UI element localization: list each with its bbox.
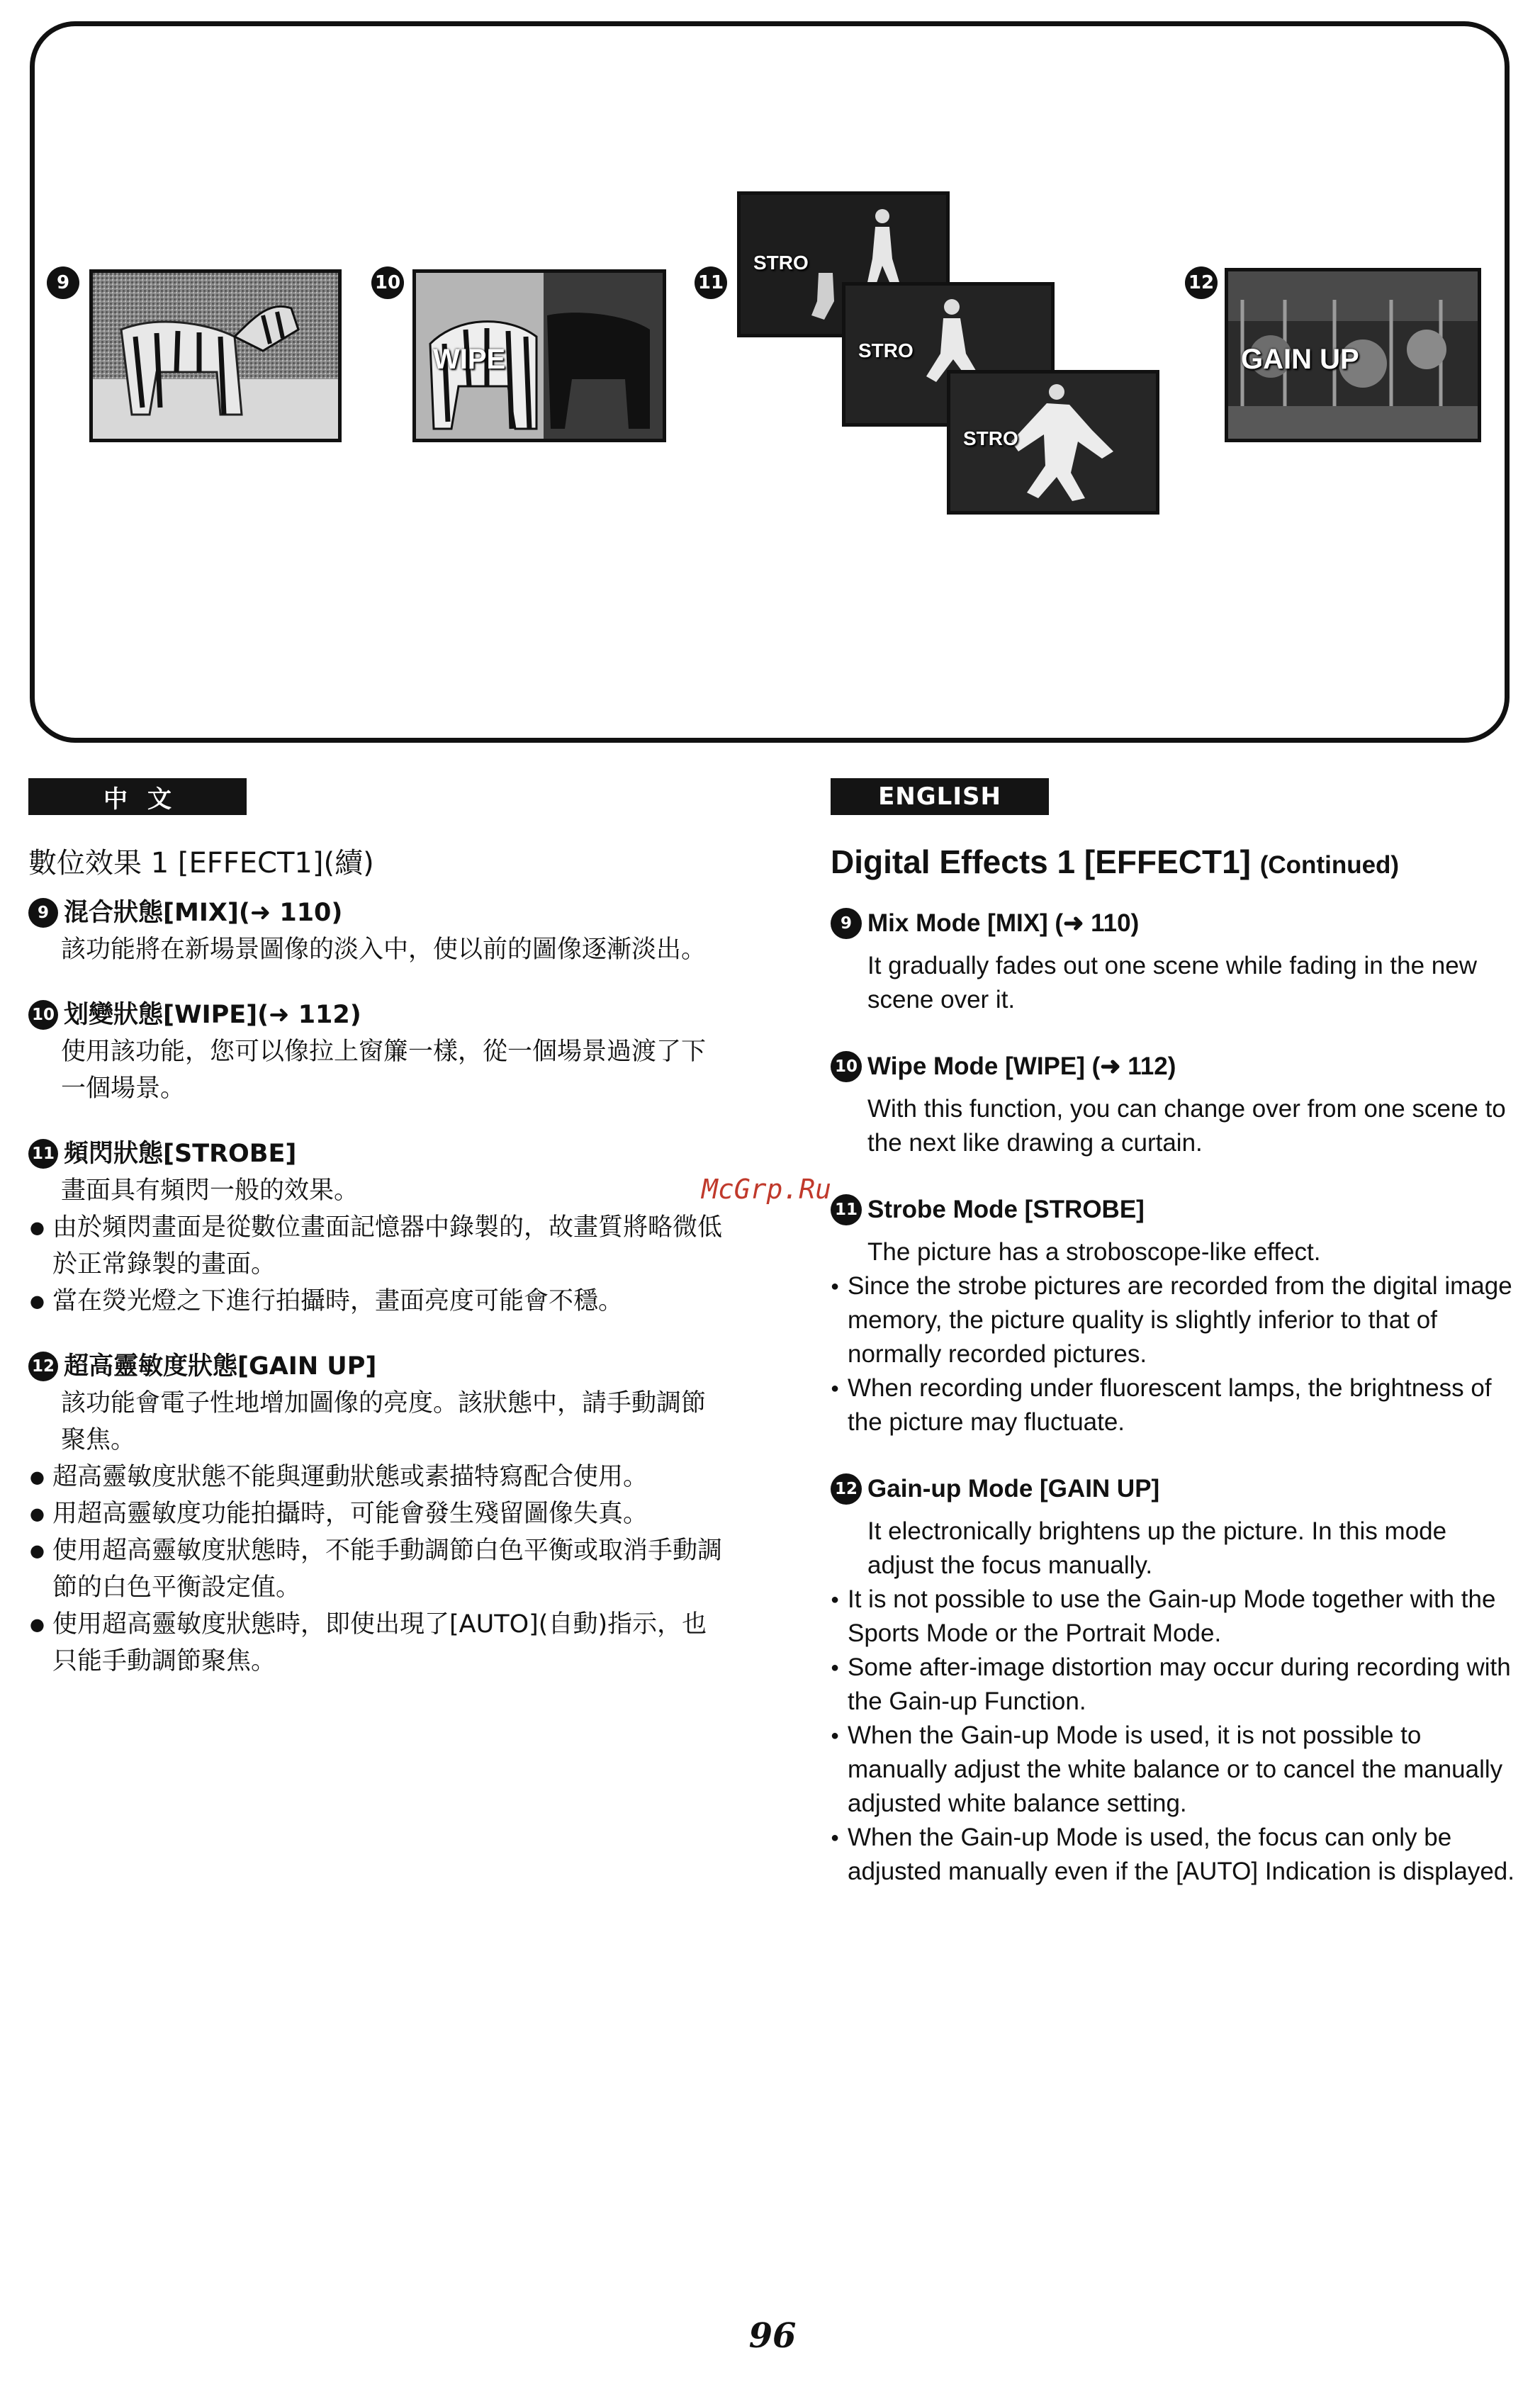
chinese-page-title: 數位效果 1 [EFFECT1](續) [28,847,374,880]
english-column [831,842,1518,1921]
en-strobe-heading: Strobe Mode [STROBE] [867,1196,1145,1223]
zh-mix-desc: 該功能將在新場景圖像的淡入中，使以前的圖像逐漸淡出。 [61,936,707,964]
zh-gain-up-bullet: ● 使用超高靈敏度狀態時，不能手動調節白色平衡或取消手動調節的白色平衡設定值。 [28,1532,723,1606]
wipe-mode-photo [412,269,666,442]
en-strobe-bullet: ● Since the strobe pictures are recorded from the digital image memory, the picture quality is slightly inferior to that of normally recorded pictures. [831,1269,1518,1371]
number-12-icon: 12 [28,1352,58,1381]
zh-gain-up-desc: 該功能會電子性地增加圖像的亮度。該狀態中，請手動調節聚焦。 [61,1389,707,1454]
zh-gain-up-bullet: ● 使用超高靈敏度狀態時，即使出現了[AUTO](自動)指示，也只能手動調節聚焦。 [28,1606,723,1680]
marker-9: 9 [47,266,79,299]
zh-gain-up-bullet: ● 用超高靈敏度功能拍攝時，可能會發生殘留圖像失真。 [28,1495,723,1532]
zebra-scene-image [93,273,338,439]
strobe-photo-3 [947,370,1159,515]
mix-mode-photo [89,269,342,442]
en-wipe-desc: With this function, you can change over from one scene to the next like drawing a curtain. [867,1095,1506,1157]
zh-mix-heading: 混合狀態[MIX](➜ 110) [64,899,343,927]
en-strobe-desc: The picture has a stroboscope-like effect. [867,1238,1321,1266]
chinese-section-tag: 中文 [28,778,247,815]
en-gain-up-bullet: ● When the Gain-up Mode is used, the focus can only be adjusted manually even if the [AUTO] Indication is displayed. [831,1821,1518,1889]
number-9-icon: 9 [28,898,58,928]
number-11-icon: 11 [831,1194,862,1225]
english-page-title [831,842,1518,885]
site-watermark: McGrp.Ru [702,1174,832,1205]
en-section-mix [831,906,1518,1017]
en-gain-up-desc: It electronically brightens up the picture. In this mode adjust the focus manually. [867,1517,1447,1579]
zh-section-strobe [28,1135,723,1320]
english-section-tag: ENGLISH [831,778,1049,815]
en-strobe-bullet: ● When recording under fluorescent lamps, the brightness of the picture may fluctuate. [831,1371,1518,1439]
zh-strobe-bullet: ● 當在熒光燈之下進行拍攝時，畫面亮度可能會不穩。 [28,1283,723,1320]
en-section-strobe [831,1193,1518,1439]
page-number: 96 [748,2316,797,2356]
en-wipe-heading: Wipe Mode [WIPE] (➜ 112) [867,1052,1176,1080]
marker-12: 12 [1185,266,1218,299]
chinese-column [28,842,723,1708]
en-gain-up-bullet: ● When the Gain-up Mode is used, it is not possible to manually adjust the white balance or to cancel the manually adjusted white balance setting. [831,1719,1518,1821]
strobe-caption-3: STRO [963,427,1018,449]
wipe-caption: WIPE [433,344,506,375]
zh-section-mix [28,894,723,968]
zh-strobe-heading: 頻閃狀態[STROBE] [64,1140,297,1168]
strobe-caption-1: STRO [753,252,809,274]
zh-wipe-heading: 划變狀態[WIPE](➜ 112) [64,1001,361,1029]
english-title-text: Digital Effects 1 [EFFECT1] [831,843,1251,880]
zh-gain-up-heading: 超高靈敏度狀態[GAIN UP] [64,1352,377,1381]
en-gain-up-bullet: ● Some after-image distortion may occur during recording with the Gain-up Function. [831,1651,1518,1719]
number-10-icon: 10 [831,1051,862,1082]
zh-section-gain-up [28,1348,723,1680]
number-12-icon: 12 [831,1473,862,1505]
marker-11: 11 [695,266,727,299]
number-9-icon: 9 [831,908,862,939]
zh-strobe-desc: 畫面具有頻閃一般的效果。 [61,1176,359,1205]
en-section-gain-up [831,1472,1518,1889]
number-11-icon: 11 [28,1139,58,1169]
english-title-suffix: (Continued) [1259,851,1400,879]
marker-10: 10 [371,266,404,299]
en-gain-up-heading: Gain-up Mode [GAIN UP] [867,1475,1160,1503]
en-section-wipe [831,1050,1518,1160]
zh-section-wipe [28,996,723,1107]
zh-gain-up-bullet: ● 超高靈敏度狀態不能與運動狀態或素描特寫配合使用。 [28,1459,723,1495]
en-mix-desc: It gradually fades out one scene while fading in the new scene over it. [867,952,1478,1013]
strobe-caption-2: STRO [858,339,914,361]
en-gain-up-bullet: ● It is not possible to use the Gain-up Mode together with the Sports Mode or the Portrait Mode. [831,1583,1518,1651]
gain-up-mode-photo [1225,268,1481,442]
gain-up-caption: GAIN UP [1241,344,1359,375]
number-10-icon: 10 [28,1000,58,1030]
zh-strobe-bullet: ● 由於頻閃畫面是從數位畫面記憶器中錄製的，故畫質將略微低於正常錄製的畫面。 [28,1209,723,1283]
zh-wipe-desc: 使用該功能，您可以像拉上窗簾一樣，從一個場景過渡了下一個場景。 [61,1038,707,1103]
en-mix-heading: Mix Mode [MIX] (➜ 110) [867,909,1140,937]
